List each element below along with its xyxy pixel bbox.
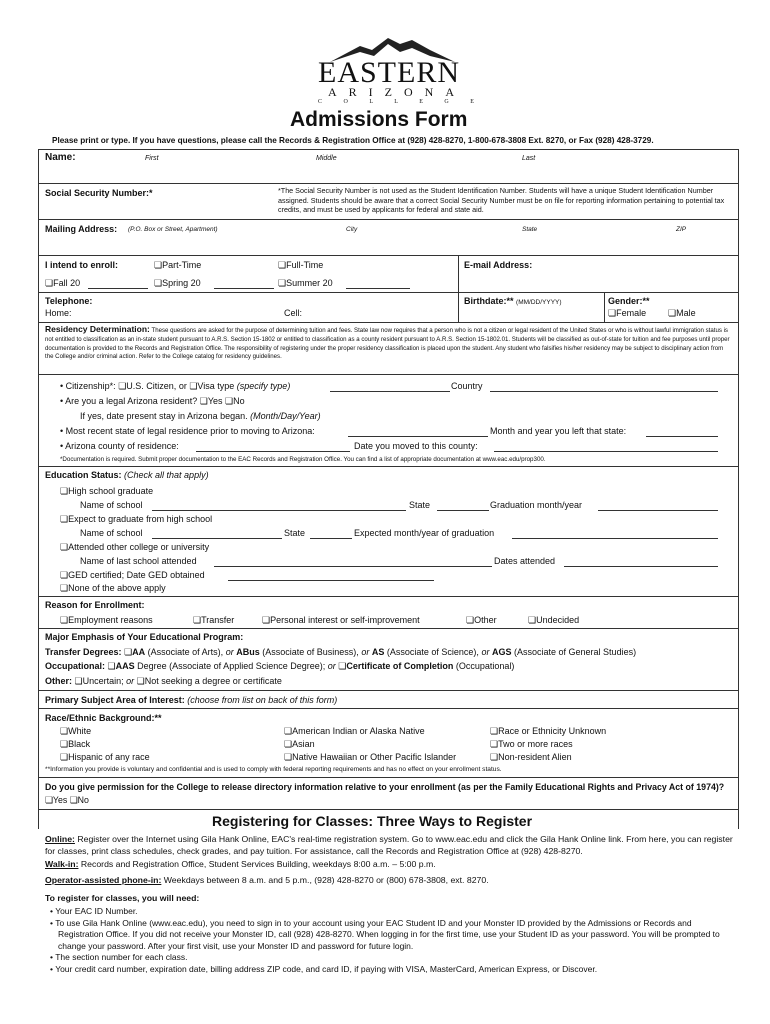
abus-label[interactable]: ABus (236, 647, 260, 657)
last-school-label: Name of last school attended (80, 556, 197, 566)
citizenship-label: • Citizenship*: (60, 381, 116, 391)
us-citizen-label: U.S. Citizen, (126, 381, 177, 391)
mailing-city: City (346, 226, 358, 233)
need-item: • The section number for each class. (50, 952, 188, 962)
email-label: E-mail Address: (464, 260, 533, 270)
reason-other-checkbox[interactable] (466, 615, 497, 626)
need-item: • Your credit card number, expiration date, billing address ZIP code, and card ID, if paying with VISA, MasterCard, American Express, or Discover. (50, 963, 598, 974)
american-indian-checkbox[interactable] (284, 726, 425, 737)
full-time-label: Full-Time (286, 260, 324, 270)
aas-desc: Degree (Associate of Applied Science Degree); (137, 661, 326, 671)
ssn-field[interactable] (45, 200, 265, 216)
expected-grad-label: Expected month/year of graduation (354, 528, 495, 538)
recent-state-label: • Most recent state of legal residence prior to moving to Arizona: (60, 426, 315, 436)
expect-state-label: State (284, 528, 306, 538)
hawaiian-checkbox[interactable] (284, 752, 456, 763)
hs-state-label: State (409, 500, 431, 510)
asian-label: Asian (292, 739, 315, 749)
part-time-label: Part-Time (162, 260, 202, 270)
enroll-label: I intend to enroll: (45, 260, 118, 270)
phone-in-text: Weekdays between 8 a.m. and 5 p.m., (928) 428-8270 or (800) 678-3808, ext. 8270. (163, 875, 489, 885)
legal-yes-label: Yes (207, 396, 223, 406)
walkin-text: Records and Registration Office, Student Services Building, weekdays 8:00 a.m. – 5:00 p.m. (80, 859, 436, 869)
ssn-note: *The Social Security Number is not used as the Student Identification Number. Students will have a unique Student Identification Number assigned. Students should be aware that a correct Social Security Number must be on file for reporting information pertaining to potential tax credits, and must be used by applicants for federal and state aid. (278, 186, 725, 214)
legal-no-checkbox[interactable] (225, 396, 245, 406)
email-field[interactable] (464, 274, 730, 290)
attended-checkbox[interactable] (60, 542, 209, 553)
education-label: Education Status: (45, 470, 122, 480)
not-seeking-label: Not seeking a degree or certificate (144, 676, 282, 686)
cert-label: Certificate of Completion (346, 661, 454, 671)
ged-label: GED certified; Date GED obtained (68, 570, 205, 580)
transfer-label: Transfer (201, 615, 235, 625)
phone-in-label: Operator-assisted phone-in: (45, 875, 162, 885)
transfer-degrees-label: Transfer Degrees: (45, 647, 122, 657)
date-format-label: (Month/Day/Year) (250, 411, 321, 421)
visa-specify: (specify type) (236, 381, 291, 391)
visa-label: Visa type (197, 381, 235, 391)
spring-label: Spring 20 (162, 278, 201, 288)
as-label[interactable]: AS (371, 647, 385, 657)
personal-checkbox[interactable] (262, 615, 420, 626)
spring-checkbox[interactable] (154, 278, 201, 289)
name-middle-label: Middle (316, 155, 337, 162)
hawaiian-label: Native Hawaiian or Other Pacific Islander (292, 752, 457, 762)
legal-resident-label: • Are you a legal Arizona resident? (60, 396, 198, 406)
home-phone-label: Home: (45, 308, 72, 318)
undecided-checkbox[interactable] (528, 615, 579, 626)
home-phone-field[interactable] (76, 306, 276, 320)
transfer-checkbox[interactable] (193, 615, 234, 626)
major-label: Major Emphasis of Your Educational Program: (45, 632, 244, 642)
black-checkbox[interactable] (60, 739, 90, 750)
cell-phone-label: Cell: (284, 308, 303, 318)
need-item: • To use Gila Hank Online (www.eac.edu), you need to sign in to your account using your EAC Student ID and your Monster ID provided by the Admissions or Records and Registration Office. If you did not receive your Monster ID, call (928) 428-8270. When logging in for the first time, use your Student ID as your password. You will be prompted to change your password. After your first visit, use your Monster ID and password for future login. (50, 917, 720, 951)
none-label: None of the above apply (68, 583, 166, 593)
online-block (45, 833, 737, 857)
mailing-hint: (P.O. Box or Street, Apartment) (128, 226, 218, 233)
birthdate-label: Birthdate:** (464, 296, 514, 306)
permission-block (45, 781, 733, 807)
permission-yes-label: Yes (52, 795, 68, 805)
or-1: or (225, 647, 234, 657)
male-checkbox[interactable] (668, 308, 696, 319)
nonresident-label: Non-resident Alien (498, 752, 572, 762)
hs-grad-label: High school graduate (68, 486, 154, 496)
visa-checkbox[interactable] (189, 381, 234, 391)
expect-checkbox[interactable] (60, 514, 212, 525)
legal-yes-checkbox[interactable] (200, 396, 223, 406)
race-unknown-label: Race or Ethnicity Unknown (498, 726, 607, 736)
not-seeking-checkbox[interactable] (137, 676, 282, 686)
logo-name: EASTERN (318, 56, 460, 89)
hispanic-label: Hispanic of any race (68, 752, 150, 762)
personal-label: Personal interest or self-improvement (270, 615, 420, 625)
attended-label: Attended other college or university (68, 542, 210, 552)
summer-label: Summer 20 (286, 278, 333, 288)
telephone-label: Telephone: (45, 296, 93, 306)
fall-checkbox[interactable] (45, 278, 80, 289)
mailing-zip: ZIP (676, 226, 687, 233)
fall-label: Fall 20 (53, 278, 81, 288)
subject-hint: (choose from list on back of this form) (187, 695, 338, 705)
name-last-label: Last (522, 155, 536, 162)
intro-text: Please print or type. If you have questions, please call the Records & Registration Office at (928) 428-8270, 1-800-678-3808 Ext. 8270, or Fax (928) 428-3729. (52, 136, 654, 145)
part-time-checkbox[interactable] (154, 260, 201, 271)
need-label: To register for classes, you will need: (45, 893, 200, 903)
month-year-left-label: Month and year you left that state: (490, 426, 627, 436)
hs-school-name-label: Name of school (80, 500, 143, 510)
reason-other-label: Other (474, 615, 497, 625)
occupational-label: Occupational: (45, 661, 106, 671)
race-unknown-checkbox[interactable] (490, 726, 606, 737)
us-citizen-checkbox[interactable] (118, 381, 176, 391)
permission-yes-checkbox[interactable] (45, 795, 67, 805)
mailing-label: Mailing Address: (45, 224, 118, 234)
race-label: Race/Ethnic Background:** (45, 713, 162, 723)
cert-checkbox[interactable] (338, 661, 453, 671)
undecided-label: Undecided (536, 615, 580, 625)
hs-grad-checkbox[interactable] (60, 486, 153, 497)
expect-label: Expect to graduate from high school (68, 514, 213, 524)
ged-checkbox[interactable] (60, 570, 205, 581)
aa-label: AA (132, 647, 146, 657)
cert-desc: (Occupational) (455, 661, 515, 671)
country-label: Country (451, 381, 483, 391)
walkin-label: Walk-in: (45, 859, 79, 869)
grad-month-label: Graduation month/year (490, 500, 583, 510)
subject-label: Primary Subject Area of Interest: (45, 695, 185, 705)
summer-checkbox[interactable] (278, 278, 333, 289)
need-list (50, 906, 736, 975)
hispanic-checkbox[interactable] (60, 752, 150, 763)
or-2: or (361, 647, 370, 657)
asian-checkbox[interactable] (284, 739, 315, 750)
ssn-label: Social Security Number:* (45, 188, 153, 198)
expect-school-name-label: Name of school (80, 528, 143, 538)
logo-college: C O L L E G E (318, 99, 484, 105)
american-indian-label: American Indian or Alaska Native (292, 726, 425, 736)
ags-desc: (Associate of General Studies) (514, 647, 637, 657)
major-other-label: Other: (45, 676, 72, 686)
education-hint: (Check all that apply) (124, 470, 209, 480)
abus-desc: (Associate of Business), (262, 647, 359, 657)
aa-checkbox[interactable] (124, 647, 145, 657)
mailing-state: State (522, 226, 538, 233)
male-label: Male (676, 308, 696, 318)
ags-label[interactable]: AGS (491, 647, 512, 657)
legal-no-label: No (233, 396, 245, 406)
as-desc: (Associate of Science), (386, 647, 479, 657)
uncertain-label: Uncertain; (82, 676, 124, 686)
full-time-checkbox[interactable] (278, 260, 323, 271)
or-4: or (327, 661, 336, 671)
if-yes-label: If yes, date present stay in Arizona began. (80, 411, 248, 421)
need-item-text: To use Gila Hank Online (www.eac.edu), you need to sign in to your account using your EAC Student ID and your Monster ID provided by the Admissions or Records and Registration Office. If you did not receive your Monster ID, call (928) 428-8270. When logging in for the first time, use your Student ID as your password. You will be prompted to change your password. After your first visit, use your Monster ID and password for future login. (55, 917, 720, 951)
permission-no-checkbox[interactable] (70, 795, 89, 805)
name-first-label: First (145, 155, 159, 162)
uncertain-checkbox[interactable] (75, 676, 124, 686)
or-5: or (126, 676, 135, 686)
residency-label: Residency Determination: (45, 324, 150, 334)
female-checkbox[interactable] (608, 308, 646, 319)
birthdate-field[interactable] (464, 308, 600, 320)
race-note: **Information you provide is voluntary and confidential and is used to comply with federal reporting requirements and has no effect on your enrollment status. (45, 766, 502, 773)
aas-checkbox[interactable] (108, 661, 135, 671)
need-item-text: The section number for each class. (55, 952, 188, 962)
register-title: Registering for Classes: Three Ways to Register (212, 813, 533, 829)
date-moved-label: Date you moved to this county: (354, 441, 478, 451)
none-checkbox[interactable] (60, 583, 166, 594)
employment-label: Employment reasons (68, 615, 153, 625)
two-more-checkbox[interactable] (490, 739, 573, 750)
need-item: • Your EAC ID Number. (50, 906, 138, 916)
documentation-note: *Documentation is required. Submit proper documentation to the EAC Records and Registration Office. You can find a list of appropriate documentation at www.eac.edu/prop300. (60, 456, 546, 463)
mailing-field[interactable] (45, 236, 730, 252)
county-label: • Arizona county of residence: (60, 441, 179, 451)
birthdate-format: (MM/DD/YYYY) (516, 299, 562, 306)
white-checkbox[interactable] (60, 726, 91, 737)
reason-label: Reason for Enrollment: (45, 600, 145, 610)
or-3: or (481, 647, 490, 657)
white-label: White (68, 726, 92, 736)
female-label: Female (616, 308, 647, 318)
residency-block (45, 325, 733, 362)
two-more-label: Two or more races (498, 739, 573, 749)
need-item-text: Your EAC ID Number. (55, 906, 138, 916)
logo-sub: ARIZONA (328, 85, 466, 99)
permission-no-label: No (77, 795, 89, 805)
aas-label: AAS (115, 661, 135, 671)
need-item-text: Your credit card number, expiration date, billing address ZIP code, and card ID, if paying with VISA, MasterCard, American Express, or Discover. (55, 963, 598, 974)
name-label: Name: (45, 152, 76, 163)
residency-text: These questions are asked for the purpose of determining tuition and fees. State law now requires that a person who is not a citizen or legal resident of the United States or who is without lawful immigration status is not entitled to classification as an in-state student pursuant to A.R.S. Section 15-1802 or entitled to classification as a county resident pursuant to A.R.S. Section 15-1802.01. Students will be classified as out-of-state for tuition and fee purposes until proper documentation is provided to the Records and Registration Office. The responsibility of registering under the proper residency classification is placed upon the student. Any student who falsifies his/her residency may be subject to disciplinary action from the College and/or criminal action. Refer to the College catalog for residency guidelines. (45, 327, 730, 361)
name-field[interactable] (100, 162, 730, 180)
page-title: Admissions Form (290, 108, 468, 131)
nonresident-checkbox[interactable] (490, 752, 572, 763)
gender-label: Gender:** (608, 296, 650, 306)
employment-checkbox[interactable] (60, 615, 153, 626)
online-text: Register over the Internet using Gila Hank Online, EAC's real-time registration system. Go to www.eac.edu and click the Gila Hank Online link. From here, you can register for classes, print class schedules, check grades, and pay tuition. For assistance, call the Records and Registration Office at (928) 428-8270. (45, 834, 733, 856)
cell-phone-field[interactable] (306, 306, 454, 320)
online-label: Online: (45, 834, 75, 844)
or-text: or (178, 381, 187, 391)
permission-text: Do you give permission for the College to release directory information relative to your enrollment (as per the Family Educational Rights and Privacy Act of 1974)? (45, 782, 725, 792)
aa-desc: (Associate of Arts), (147, 647, 224, 657)
black-label: Black (68, 739, 91, 749)
dates-attended-label: Dates attended (494, 556, 556, 566)
